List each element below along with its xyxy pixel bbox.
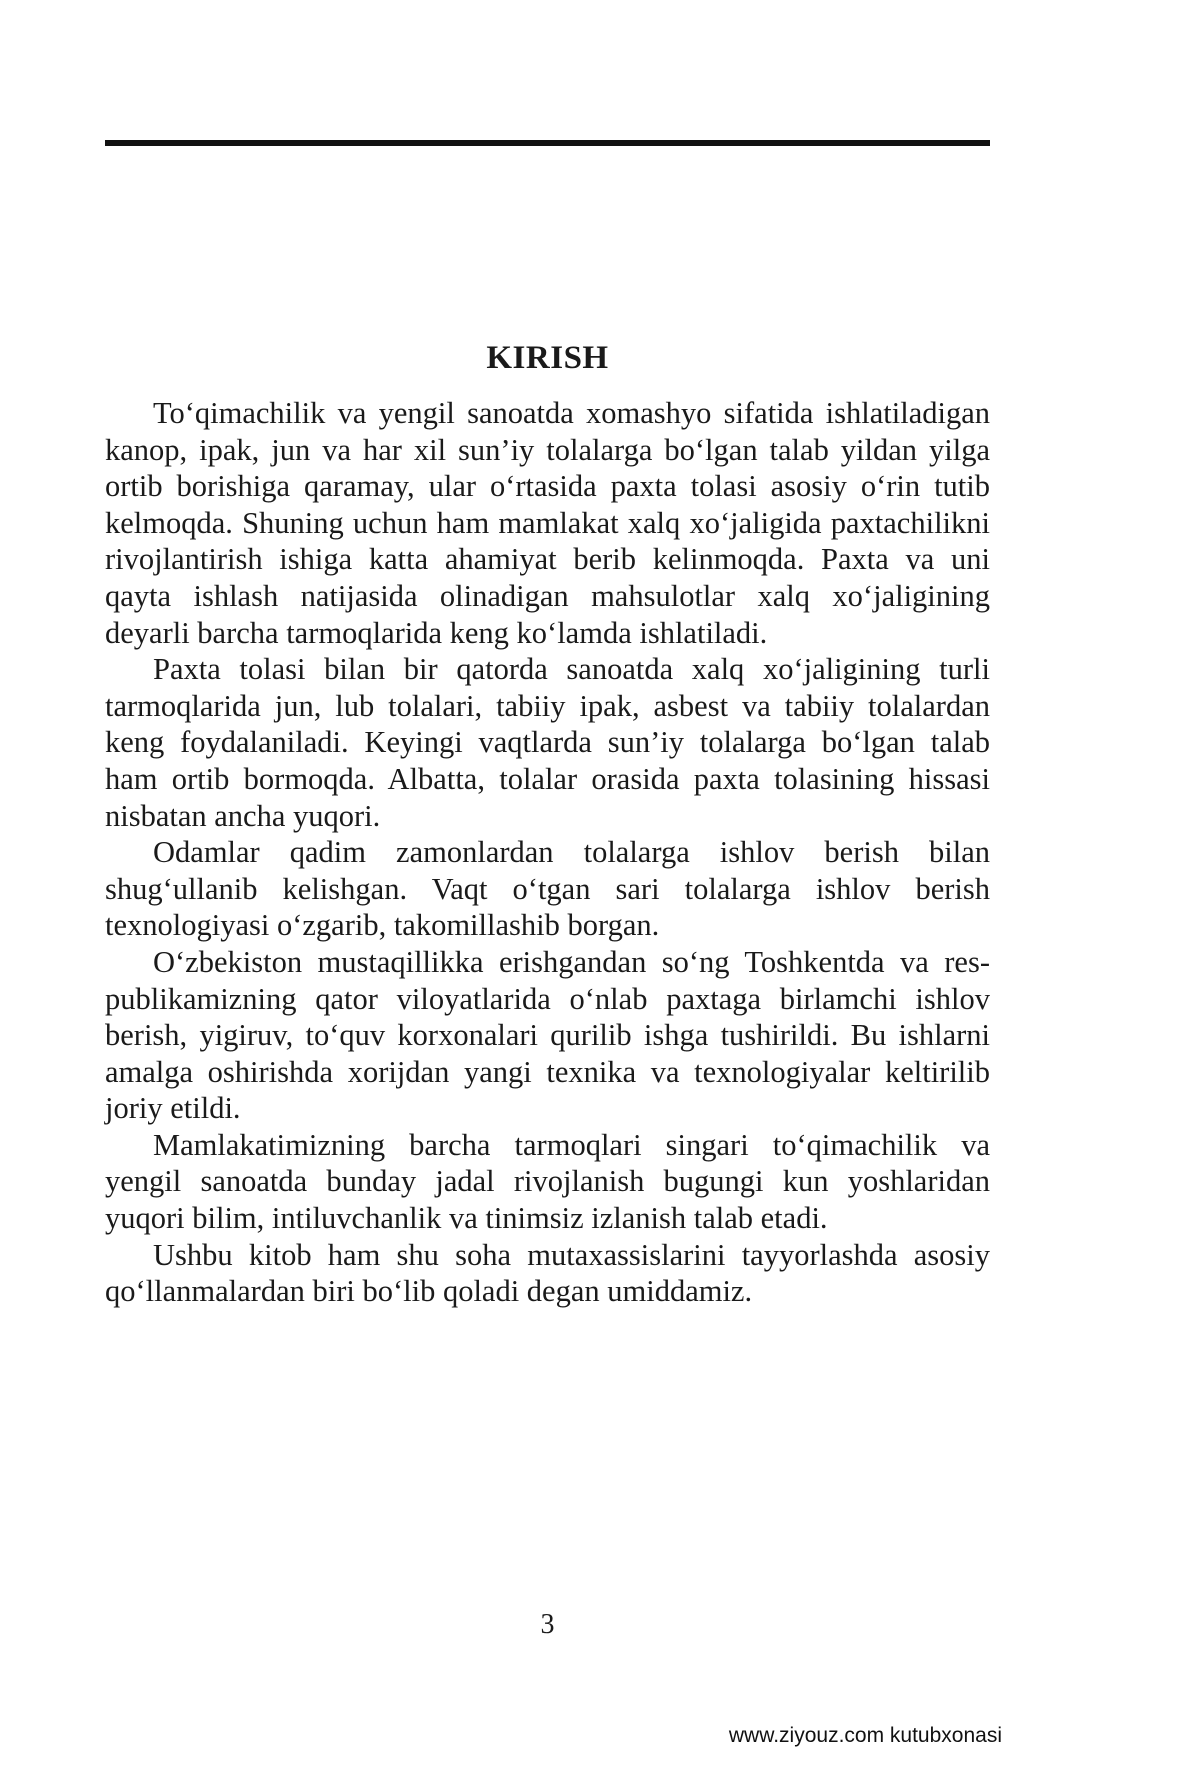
paragraph: Mamlakatimizning barcha tarmoqlari singari to‘qimachilik va yengil sanoatda bunday jadal rivojlanish bugungi kun yoshlaridan yuqori bilim, intiluvchanlik va tinimsiz izlanish talab etadi. [105, 1127, 990, 1236]
footer-text: www.ziyouz.com kutubxonasi [728, 1724, 1002, 1747]
footer-watermark [105, 1723, 1002, 1749]
chapter-title: KIRISH [486, 340, 609, 377]
paragraph: Ushbu kitob ham shu soha mutaxassislarini tayyorlashda asosiy qo‘llanmalardan biri bo‘lib qoladi degan umiddamiz. [105, 1237, 990, 1309]
paragraph: Paxta tolasi bilan bir qatorda sanoatda xalq xo‘jaligining turli tarmoqlarida jun, lub tolalari, tabiiy ipak, asbest va tabiiy tolalardan keng foydalaniladi. Keyingi vaqtlarda sun’iy tolalarga bo‘lgan talab ham ortib bormoqda. Albatta, tolalar orasida paxta tolasining hissasi nisbatan ancha yuqori. [105, 652, 990, 833]
paragraph: O‘zbekiston mustaqillikka erishgandan so‘ng Toshkentda va respublikamizning qator viloyatlarida o‘nlab paxtaga birlamchi ishlov berish, yigiruv, to‘quv korxonalari qurilib ishga tushirildi. Bu ishlarni amalga oshirishda xorijdan yangi texnika va texnologiyalar keltirilib joriy etildi. [105, 944, 990, 1126]
paragraph: Odamlar qadim zamonlardan tolalarga ishlov berish bilan shug‘ullanib kelishgan. Vaqt o‘tgan sari tolalarga ishlov berish texnologiyasi o‘zgarib, takomillashib borgan. [105, 835, 990, 943]
top-rule [105, 140, 990, 146]
paragraph: To‘qimachilik va yengil sanoatda xomashyo sifatida ishlatiladigan kanop, ipak, jun va har xil sun’iy tolalarga bo‘lgan talab yildan yilga ortib borishiga qaramay, ular o‘rtasida paxta tolasi asosiy o‘rin tutib kelmoqda. Shuning uchun ham mamlakat xalq xo‘jaligida paxtachilikni rivojlantirish ishiga katta ahamiyat berib kelinmoqda. Paxta va uni qayta ishlash natijasida olinadigan mahsulotlar xalq xo‘jaligining deyarli barcha tarmoqlarida keng ko‘lamda ishlatiladi. [105, 396, 990, 650]
body-text [105, 395, 990, 1310]
page-number: 3 [540, 1609, 555, 1640]
